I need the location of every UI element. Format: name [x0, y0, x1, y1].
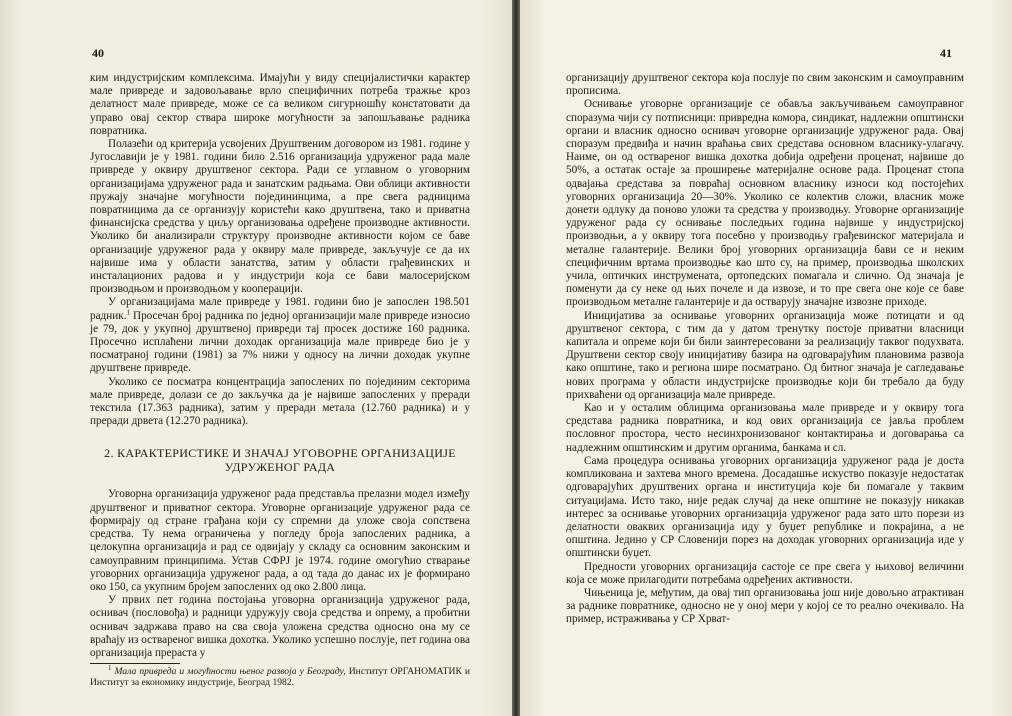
paragraph: Сама процедура оснивања уговорних организација удруженог рада је доста компликована и захтева много времена. Досадашње искуство показује недостатак одговарајућих друштвених органа и институција које би помагале у таквим ситуацијама. Исто тако, није редак случај да неке општине не показују никакав интерес за оснивање уговорних организација удруженог рада зато што порези из делатности оваквих организација иду у буџет републике и покрајина, а не општина. Једино у СР Словенији порез на доходак уговорних организација иде у општински буџет. — [566, 454, 964, 560]
footnote-divider — [90, 663, 180, 664]
paragraph: У првих пет година постојања уговорна организација удруженог рада, оснивач (пословођа) и радници удружују своја средства и опрему, а пробитни оснивач задржава право на сва своја уложена средства односно она му се враћају из оствареног вишка дохотка. Уколико успешно послује, пет година ова организација прераста у — [90, 594, 470, 659]
page-number: 41 — [940, 46, 952, 60]
footnote-number: 1 — [108, 663, 112, 672]
footnote — [90, 663, 471, 689]
footnote-ref: 1 — [126, 307, 130, 316]
section-heading-line: 2. КАРАКТЕРИСТИКЕ И ЗНАЧАЈ УГОВОРНЕ ОРГАНИЗАЦИЈЕ — [104, 446, 456, 461]
paragraph: Уговорна организација удруженог рада представља прелазни модел између друштвеног и приватног сектора. Уговорне организације удруженог рада се формирају од стране грађана који су спремни да уложе своја сопствена средства. Ту нема ограничења у погледу броја запослених радника, а целокупна организација и рад се одвијају у складу са основним законским и самоуправним принципима. Устав СФРЈ је 1974. године омогућио стварање уговорних организација удруженог рада, а од тада до данас их је формирано око 150, са укупним бројем запослених од око 2.800 лица. — [90, 488, 470, 593]
paragraph: Иницијатива за оснивање уговорних организација може потицати и од друштвеног сектора, с тим да у датом тренутку постоје приватни власници капитала и опреме који би били заинтересовани за реализацију таквог подухвата. Друштвени сектор своју иницијативу базира на одговарајућим плановима развоја како општине, тако и региона шире посматрано. Од битног значаја је сагледавање нових програма у области индустријске производње који би требало да буду прихваћени од организација мале привреде. — [566, 309, 964, 401]
paragraph: организацију друштвеног сектора која послује по свим законским и самоуправним прописима. — [566, 72, 964, 98]
paragraph: Оснивање уговорне организације се обавља закључивањем самоуправног споразума чији су потписници: привредна комора, синдикат, надлежни општински органи и власник односно оснивач уговорне организације удруженог рада. Овај споразум предвиђа и начин враћања свих средстава основном власнику-улагачу. Наиме, он од оствареног вишка дохотка добија одређени проценат, највише до 50%, а остатак остаје за проширење материјалне основе рада. Проценат стопа одвајања средстава за повраћај основном власнику износи код постојећих уговорних организација 20—30%. Уколико се колектив сложи, власник може донети одлуку да поново уложи та средства у производњу. Уговорне организације удруженог рада су оснивање последњих година највише у индустријској производњи, а у оквиру тога посебно у производњу грађевинског материјала и металне галантерије. Велики број уговорних организација бави се и неким специфичним вртама производње као што су, на пример, производња школских училa, оптичких инструмената, ортопедских помагала и слично. Од значаја је поменути да су неке од њих почеле и да извозе, и то пре свега оне које се баве производњом металне галантерије и да остварују значајне извозне приходе. — [566, 98, 964, 309]
paragraph: Предности уговорних организација састоје се пре свега у њиховој величини која се може прилагодити потребама одређених активности. — [566, 560, 964, 586]
left-text-column — [90, 72, 470, 688]
section-heading — [90, 446, 470, 474]
page-number: 40 — [92, 46, 104, 60]
paragraph: Чињеница је, међутим, да овај тип организовања још није довољно атрактиван за раднике повратнике, односно не у оној мери у којој се то реално очекивало. На пример, истраживања у СР Хрват- — [566, 586, 964, 626]
footnote-title: Мала привреда и могућности њеног развоја у Београду, — [114, 666, 346, 678]
paragraph-text: Просечан број радника по једној организацији мале привреде износио је 79, док у укупној друштвеној привреди тај просек достиже 160 радника. Просечно исплаћени лични доходак организација мале привреде био је у посматраној години (1981) за 7% нижи у односу на лични доходак укупне друштвене привреде. — [90, 309, 470, 375]
paragraph-text: У организацијама мале привреде у 1981. години био је запослен 198.501 радник. — [90, 296, 470, 322]
paragraph: Као и у осталим облицима организовања мале привреде и у оквиру тога средстава радника повратника, и код ових организација се јавља проблем пословног простора, често несинхронизованог контактирања и договарања са надлежним општинским и другим органима, банкама и сл. — [566, 402, 964, 454]
book-gutter — [512, 0, 520, 716]
section-heading-line: УДРУЖЕНОГ РАДА — [224, 460, 336, 475]
footnote-text: Институт ОРГАНОМАТИК и Институт за економику индустрије, Београд 1982. — [90, 666, 471, 689]
paragraph: Полазећи од критерија усвојених Друштвеним договором из 1981. године у Југославији је у 1981. години било 2.516 организација удруженог рада мале привреде у оквиру друштвеног сектора. Ради се углавном о уговорним организацијама удруженог рада и занатским радњама. Ови облици активности пружају значајне могућности поједининцима, а пре свега радницима повратницима да се организују користећи како друштвена, тако и приватна финансијска средства у циљу организовања одређене производне активности. Уколико би анализирали структуру производне активности којом се баве организације удруженог рада у оквиру мале привреде, закључује се да их највише има у области занатства, затим у области грађевинских и инсталационих радова и у индустрији која се бави малосеријском производњом и производњом у кооперацији. — [90, 138, 470, 296]
paragraph: ким индустријским комплексима. Имајући у виду специјалистички карактер мале привреде и задовољавање врло специфичних потреба тражње кроз делатност мале привреде, може се са великом сигурношћу констатовати да управо овај сектор ствара широке могућности за запошљавање радника повратника. — [90, 72, 470, 137]
right-text-column — [566, 72, 964, 627]
right-page — [520, 0, 1012, 716]
paragraph: Уколико се посматра концентрација запослених по појединим секторима мале привреде, долази се до закључка да је највише запослених у преради текстила (17.363 радника), затим у преради метала (12.760 радника) и у преради дрвета (12.270 радника). — [90, 375, 470, 428]
paragraph — [90, 296, 470, 375]
